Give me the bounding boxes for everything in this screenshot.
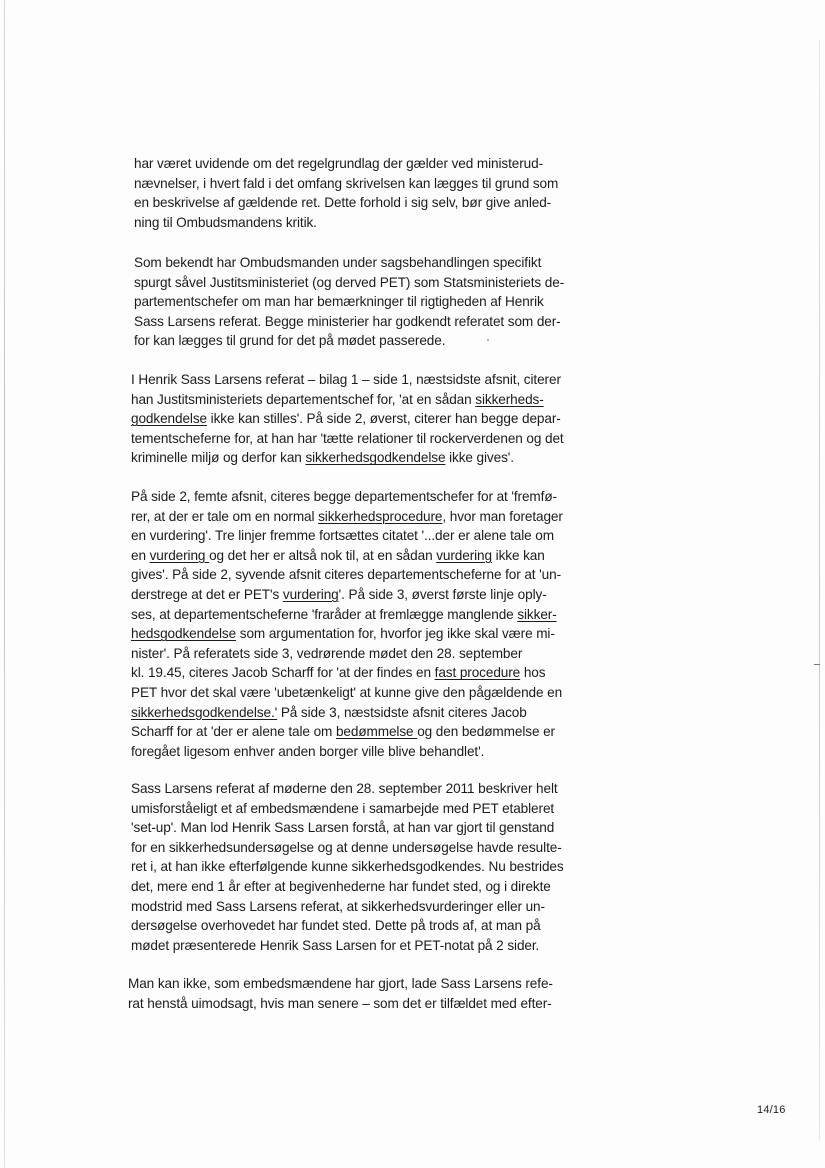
underlined-term: bedømmelse	[335, 724, 418, 740]
scan-left-edge	[4, 0, 5, 1168]
text-line: dersøgelse overhovedet har fundet sted. Dette på trods af, at man på	[131, 918, 541, 934]
text-line: umisforståeligt et af embedsmændene i samarbejde med PET etableret	[131, 800, 555, 816]
underlined-term: sikkerhedsgodkendelse.'	[131, 704, 278, 720]
text-line: ning til Ombudsmandens kritik.	[134, 214, 317, 230]
paragraph-5	[131, 779, 564, 955]
underlined-term: sikker-	[517, 606, 557, 622]
text-line: gives'. På side 2, syvende afsnit citeres departementscheferne for at 'un-	[131, 567, 562, 583]
text-line: Man kan ikke, som embedsmændene har gjort, lade Sass Larsens refe-	[128, 976, 553, 991]
text-line: rat henstå uimodsagt, hvis man senere – som det er tilfældet med efter-	[128, 995, 552, 1011]
text-line: en vurdering og det her er altså nok til, at en sådan vurdering ikke kan	[131, 547, 545, 563]
underlined-term: vurdering	[282, 586, 339, 602]
text-line: nævnelser, i hvert fald i det omfang skrivelsen kan lægges til grund som	[134, 175, 559, 191]
text-line: en beskrivelse af gældende ret. Dette forhold i sig selv, bør give anled-	[134, 195, 552, 211]
text-line: Som bekendt har Ombudsmanden under sagsbehandlingen specifikt	[134, 255, 542, 270]
text-line: sikkerhedsgodkendelse.' På side 3, næstsidste afsnit citeres Jacob	[131, 704, 527, 720]
underlined-term: hedsgodkendelse	[131, 626, 237, 642]
text-line: for en sikkerhedsundersøgelse og at denne undersøgelse havde resulte-	[131, 839, 562, 855]
underlined-term: godkendelse	[131, 411, 207, 427]
text-line: foregået ligesom enhver anden borger ville blive behandlet'.	[131, 743, 485, 759]
text-line: 'set-up'. Man lod Henrik Sass Larsen forstå, at han var gjort til genstand	[131, 820, 555, 836]
scan-margin-mark	[814, 664, 820, 665]
text-line: ret i, at han ikke efterfølgende kunne sikkerhedsgodkendes. Nu bestrides	[131, 859, 564, 875]
paragraph-1	[134, 154, 558, 232]
text-line: han Justitsministeriets departementschef for, 'at en sådan sikkerheds-	[131, 391, 544, 407]
text-line: en vurdering'. Tre linjer fremme fortsættes citatet '...der er alene tale om	[131, 528, 554, 544]
text-line: har været uvidende om det regelgrundlag der gælder ved ministerud-	[134, 156, 543, 171]
text-line: Sass Larsens referat. Begge ministerier har godkendt referatet som der-	[134, 313, 561, 329]
text-line: tementscheferne for, at han har 'tætte relationer til rockerverdenen og det	[131, 430, 564, 446]
paragraph-2	[134, 253, 564, 351]
text-line: partementschefer om man har bemærkninger til rigtigheden af Henrik	[134, 294, 544, 310]
text-line: I Henrik Sass Larsens referat – bilag 1 – side 1, næstsidste afsnit, citerer	[131, 372, 561, 387]
text-line: Sass Larsens referat af møderne den 28. september 2011 beskriver helt	[131, 781, 558, 796]
text-line: modstrid med Sass Larsens referat, at sikkerhedsvurderinger eller un-	[131, 898, 545, 914]
text-line: rer, at der er tale om en normal sikkerhedsprocedure, hvor man foretager	[131, 508, 563, 524]
underlined-term: sikkerhedsprocedure	[318, 508, 443, 524]
text-line: ses, at departementscheferne 'fraråder at fremlægge manglende sikker-	[131, 606, 557, 622]
paragraph-4	[131, 487, 563, 761]
page-number: 14/16	[757, 1104, 786, 1116]
text-line: mødet præsenterede Henrik Sass Larsen for et PET-notat på 2 sider.	[131, 937, 540, 953]
underlined-term: sikkerhedsgodkendelse	[305, 450, 446, 466]
text-line: godkendelse ikke kan stilles'. På side 2, øverst, citerer han begge depar-	[131, 411, 561, 427]
text-line: for kan lægges til grund for det på mødet passerede.	[134, 333, 446, 349]
text-line: nister'. På referatets side 3, vedrørende mødet den 28. september	[131, 645, 523, 661]
text-line: spurgt såvel Justitsministeriet (og derved PET) som Statsministeriets de-	[134, 274, 565, 290]
underlined-term: sikkerheds-	[475, 391, 544, 407]
text-line: kriminelle miljø og derfor kan sikkerhedsgodkendelse ikke gives'.	[131, 450, 514, 466]
text-line: Scharff for at 'der er alene tale om bedømmelse og den bedømmelse er	[131, 724, 555, 740]
text-line: kl. 19.45, citeres Jacob Scharff for 'at der findes en fast procedure hos	[131, 665, 546, 681]
underlined-term: vurdering	[149, 547, 210, 563]
underlined-term: fast procedure	[434, 665, 521, 681]
text-line: På side 2, femte afsnit, citeres begge departementschefer for at 'fremfø-	[131, 489, 557, 504]
paragraph-3	[131, 370, 564, 468]
text-line: hedsgodkendelse som argumentation for, hvorfor jeg ikke skal være mi-	[131, 626, 555, 642]
text-line: det, mere end 1 år efter at begivenhederne har fundet sted, og i direkte	[131, 878, 551, 894]
text-line: derstrege at det er PET's vurdering'. På side 3, øverst første linje oply-	[131, 586, 547, 602]
text-line: PET hvor det skal være 'ubetænkeligt' at kunne give den pågældende en	[131, 684, 563, 700]
scan-right-edge	[819, 40, 820, 1140]
paragraph-6	[128, 974, 553, 1013]
underlined-term: vurdering	[436, 547, 492, 563]
